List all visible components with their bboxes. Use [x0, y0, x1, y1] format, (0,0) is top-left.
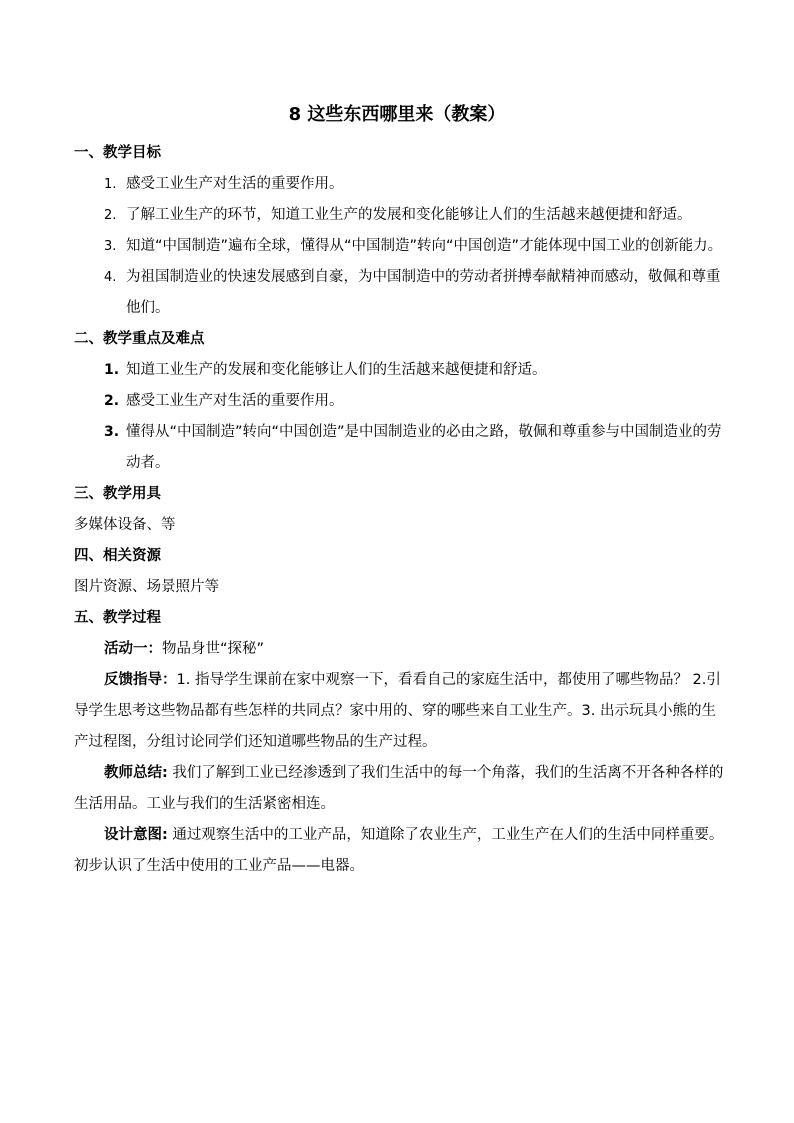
list-text: 为祖国制造业的快速发展感到自豪，为中国制造中的劳动者拼搏奉献精神而感动，敬佩和尊重他们。 — [126, 269, 721, 316]
summary-lead: 教师总结: — [104, 765, 168, 781]
activity-text: 物品身世“探秘” — [162, 641, 265, 657]
feedback-lead: 反馈指导： — [104, 672, 177, 688]
design-lead: 设计意图: — [104, 827, 168, 843]
list-item — [74, 200, 724, 231]
section-heading-process: 五、教学过程 — [74, 610, 161, 626]
list-number: 1. — [104, 362, 120, 378]
section-heading-key-points: 二、教学重点及难点 — [74, 331, 205, 347]
activity-lead: 活动一： — [104, 641, 162, 657]
list-number: 3. — [104, 239, 117, 254]
list-item — [74, 169, 724, 200]
list-text: 感受工业生产对生活的重要作用。 — [126, 393, 344, 409]
list-text: 知道工业生产的发展和变化能够让人们的生活越来越便捷和舒适。 — [126, 362, 547, 378]
section-heading-objectives: 一、教学目标 — [74, 145, 161, 161]
summary-paragraph — [74, 758, 724, 820]
list-text: 了解工业生产的环节，知道工业生产的发展和变化能够让人们的生活越来越便捷和舒适。 — [126, 207, 692, 223]
section-heading-resources: 四、相关资源 — [74, 548, 161, 564]
feedback-text: 1. 指导学生课前在家中观察一下，看看自己的家庭生活中，都使用了哪些物品？ 2.引导学生思考这些物品都有些怎样的共同点？家中用的、穿的哪些来自工业生产。3. 出示玩具小熊的生产过程图，分组讨论同学们还知道哪些物品的生产过程。 — [74, 672, 721, 750]
list-text: 懂得从“中国制造”转向“中国创造”是中国制造业的必由之路，敬佩和尊重参与中国制造业的劳动者。 — [126, 424, 722, 471]
list-text: 知道“中国制造”遍布全球，懂得从“中国制造”转向“中国创造”才能体现中国工业的创新能力。 — [126, 238, 723, 254]
feedback-paragraph — [74, 665, 724, 758]
objectives-list — [74, 169, 724, 324]
document-title: 8 这些东西哪里来（教案） — [288, 104, 506, 125]
design-paragraph — [74, 820, 724, 882]
list-number: 3. — [104, 424, 120, 440]
list-number: 2. — [104, 208, 117, 223]
document-body — [74, 138, 724, 882]
resources-text: 图片资源、场景照片等 — [74, 579, 219, 595]
list-item — [74, 417, 724, 479]
list-item — [74, 386, 724, 417]
list-number: 1. — [104, 177, 117, 192]
tools-text: 多媒体设备、等 — [74, 517, 176, 533]
section-heading-tools: 三、教学用具 — [74, 486, 161, 502]
list-number: 4. — [104, 270, 117, 285]
key-points-list — [74, 355, 724, 479]
activity-paragraph — [74, 634, 724, 665]
summary-text: 我们了解到工业已经渗透到了我们生活中的每一个角落，我们的生活离不开各种各样的生活用品。工业与我们的生活紧密相连。 — [74, 765, 724, 812]
list-text: 感受工业生产对生活的重要作用。 — [126, 176, 344, 192]
list-item — [74, 262, 724, 324]
design-text: 通过观察生活中的工业产品，知道除了农业生产，工业生产在人们的生活中同样重要。初步认识了生活中使用的工业产品——电器。 — [74, 827, 724, 874]
list-item — [74, 231, 724, 262]
list-item — [74, 355, 724, 386]
list-number: 2. — [104, 393, 120, 409]
